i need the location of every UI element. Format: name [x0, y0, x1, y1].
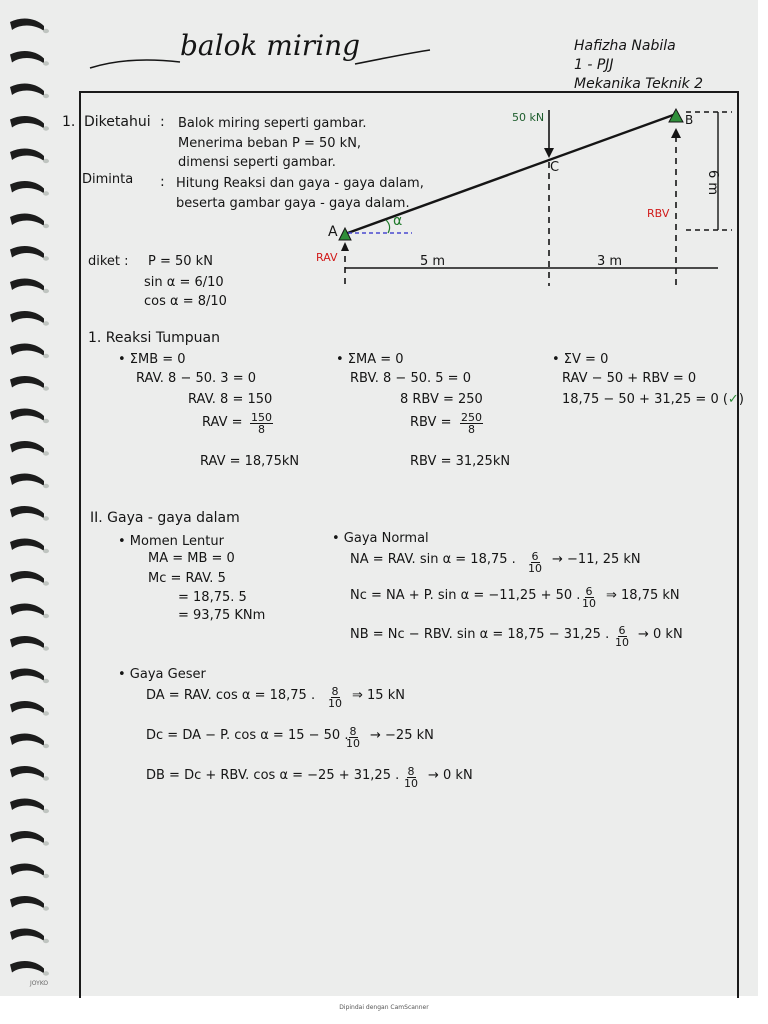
- spiral-ring: [10, 701, 49, 716]
- spiral-ring: [10, 864, 49, 879]
- spiral-ring: [10, 376, 49, 391]
- alpha-arc: [386, 220, 390, 233]
- spiral-ring: [10, 51, 49, 66]
- asked-line: Hitung Reaksi dan gaya - gaya dalam,: [176, 176, 424, 191]
- fraction-numerator: 8: [349, 725, 357, 738]
- fraction-numerator: 6: [585, 585, 593, 598]
- spiral-ring: [10, 181, 49, 196]
- sum-mb-line: RAV. 8 = 150: [188, 392, 273, 407]
- db-fraction: [404, 766, 418, 789]
- fraction-denominator: 10: [346, 737, 360, 750]
- shear-bullet: • Gaya Geser: [118, 667, 206, 682]
- moment-bullet: • Momen Lentur: [118, 534, 224, 549]
- fraction-numerator: 6: [531, 550, 539, 563]
- nb-equation: NB = Nc − RBV. sin α = 18,75 − 31,25 .: [350, 627, 610, 642]
- spiral-ring: [10, 539, 49, 554]
- beam-drawing: [300, 100, 760, 300]
- spiral-ring: [10, 636, 49, 651]
- spiral-ring: [10, 441, 49, 456]
- moment-line: MA = MB = 0: [148, 551, 235, 566]
- na-fraction: [528, 551, 542, 574]
- spiral-ring: [10, 831, 49, 846]
- rav-fraction: [250, 412, 273, 435]
- spiral-ring: [10, 84, 49, 99]
- fraction-denominator: 10: [615, 636, 629, 649]
- na-equation: NA = RAV. sin α = 18,75 .: [350, 552, 516, 567]
- check-icon: ✓: [727, 392, 739, 407]
- known-colon: :: [160, 114, 165, 130]
- rav-label: RAV: [316, 251, 338, 264]
- fraction-numerator: 8: [407, 765, 415, 778]
- known-line: Balok miring seperti gambar.: [178, 116, 367, 131]
- fraction-denominator: 10: [528, 562, 542, 575]
- da-fraction: [328, 686, 342, 709]
- moment-line: Mc = RAV. 5: [148, 571, 226, 586]
- moment-line: = 18,75. 5: [178, 590, 247, 605]
- problem-number: 1.: [62, 114, 76, 130]
- dc-equation: Dc = DA − P. cos α = 15 − 50 .: [146, 728, 349, 743]
- title-flourish: [85, 29, 445, 80]
- nb-fraction: [615, 625, 629, 648]
- dim-height-label: 6 m: [705, 170, 720, 196]
- normal-bullet: • Gaya Normal: [332, 531, 429, 546]
- given-line: sin α = 6/10: [144, 275, 224, 290]
- spiral-ring: [10, 409, 49, 424]
- fraction-denominator: 10: [328, 697, 342, 710]
- sum-ma-line: RBV. 8 − 50. 5 = 0: [350, 371, 471, 386]
- spiral-ring: [10, 474, 49, 489]
- given-line: cos α = 8/10: [144, 294, 227, 309]
- dim-left-label: 5 m: [420, 254, 446, 269]
- spiral-ring: [10, 799, 49, 814]
- rbv-label: RBV: [647, 207, 670, 220]
- sum-mb-bullet: • ΣMB = 0: [118, 352, 186, 367]
- nc-equation: Nc = NA + P. sin α = −11,25 + 50 .: [350, 588, 581, 603]
- dc-fraction: [346, 726, 360, 749]
- given-label: diket :: [88, 254, 129, 269]
- spiral-ring: [10, 604, 49, 619]
- point-b-label: B: [685, 113, 694, 127]
- spiral-ring: [10, 116, 49, 131]
- da-result: ⇒ 15 kN: [352, 688, 405, 703]
- spiral-binding: [0, 0, 60, 996]
- moment-line: = 93,75 KNm: [178, 608, 266, 623]
- fraction-denominator: 8: [468, 423, 475, 436]
- asked-line: beserta gambar gaya - gaya dalam.: [176, 196, 410, 211]
- page-title: balok miring: [180, 29, 361, 62]
- spiral-ring: [10, 214, 49, 229]
- spiral-ring: [10, 669, 49, 684]
- spiral-ring: [10, 149, 49, 164]
- sum-ma-line: 8 RBV = 250: [400, 392, 483, 407]
- scanner-watermark: Dipindai dengan CamScanner: [339, 1004, 429, 1011]
- student-name: Hafizha Nabila: [574, 38, 676, 54]
- point-c-label: C: [550, 160, 560, 175]
- sum-mb-line: RAV. 8 − 50. 3 = 0: [136, 371, 256, 386]
- section-1-heading: 1. Reaksi Tumpuan: [88, 330, 220, 346]
- load-label: 50 kN: [512, 111, 545, 124]
- fraction-denominator: 10: [404, 777, 418, 790]
- known-line: dimensi seperti gambar.: [178, 155, 336, 170]
- fraction-numerator: 6: [618, 624, 626, 637]
- section-2-heading: II. Gaya - gaya dalam: [90, 510, 240, 526]
- point-a-label: A: [328, 224, 338, 240]
- dc-result: → −25 kN: [370, 728, 434, 743]
- spiral-ring: [10, 961, 49, 976]
- db-result: → 0 kN: [428, 768, 473, 783]
- rbv-fraction: [460, 412, 483, 435]
- spiral-ring: [10, 929, 49, 944]
- course-name: Mekanika Teknik 2: [574, 76, 704, 92]
- alpha-label: α: [393, 213, 403, 229]
- fraction-denominator: 10: [582, 597, 596, 610]
- nc-result: ⇒ 18,75 kN: [606, 588, 680, 603]
- spiral-ring: [10, 19, 49, 34]
- fraction-numerator: 250: [461, 411, 482, 424]
- spiral-ring: [10, 311, 49, 326]
- rbv-arrowhead: [671, 128, 681, 138]
- rav-fraction-label: RAV =: [202, 415, 243, 430]
- spiral-ring: [10, 246, 49, 261]
- spiral-ring: [10, 344, 49, 359]
- fraction-numerator: 8: [331, 685, 339, 698]
- rbv-result: RBV = 31,25kN: [410, 454, 511, 469]
- sum-v-check-line: [562, 392, 744, 408]
- db-equation: DB = Dc + RBV. cos α = −25 + 31,25 .: [146, 768, 400, 783]
- spiral-ring: [10, 571, 49, 586]
- sum-v-line: RAV − 50 + RBV = 0: [562, 371, 697, 386]
- sum-v-check-text: 18,75 − 50 + 31,25 = 0 (: [562, 392, 728, 407]
- nc-fraction: [582, 586, 596, 609]
- spiral-ring: [10, 506, 49, 521]
- asked-label: Diminta: [82, 172, 134, 187]
- spiral-ring: [10, 766, 49, 781]
- rav-result: RAV = 18,75kN: [200, 454, 300, 469]
- sum-ma-bullet: • ΣMA = 0: [336, 352, 404, 367]
- spiral-ring: [10, 734, 49, 749]
- notebook-brand: JOYKO: [30, 980, 49, 987]
- load-arrowhead: [544, 148, 554, 158]
- fraction-denominator: 8: [258, 423, 265, 436]
- sum-v-bullet: • ΣV = 0: [552, 352, 609, 367]
- fraction-numerator: 150: [251, 411, 272, 424]
- inclined-beam-diagram: [300, 100, 760, 300]
- dim-right-label: 3 m: [597, 254, 623, 269]
- known-line: Menerima beban P = 50 kN,: [178, 136, 362, 151]
- given-line: P = 50 kN: [148, 254, 213, 269]
- student-class: 1 - PJJ: [574, 57, 614, 73]
- support-a-symbol: [339, 228, 351, 240]
- rbv-fraction-label: RBV =: [410, 415, 452, 430]
- known-label: Diketahui: [84, 114, 151, 130]
- rav-arrowhead: [341, 242, 349, 251]
- nb-result: → 0 kN: [638, 627, 683, 642]
- da-equation: DA = RAV. cos α = 18,75 .: [146, 688, 316, 703]
- spiral-ring: [10, 896, 49, 911]
- na-result: → −11, 25 kN: [552, 552, 641, 567]
- asked-colon: :: [160, 174, 165, 190]
- spiral-ring: [10, 279, 49, 294]
- sum-v-close: ): [738, 392, 744, 407]
